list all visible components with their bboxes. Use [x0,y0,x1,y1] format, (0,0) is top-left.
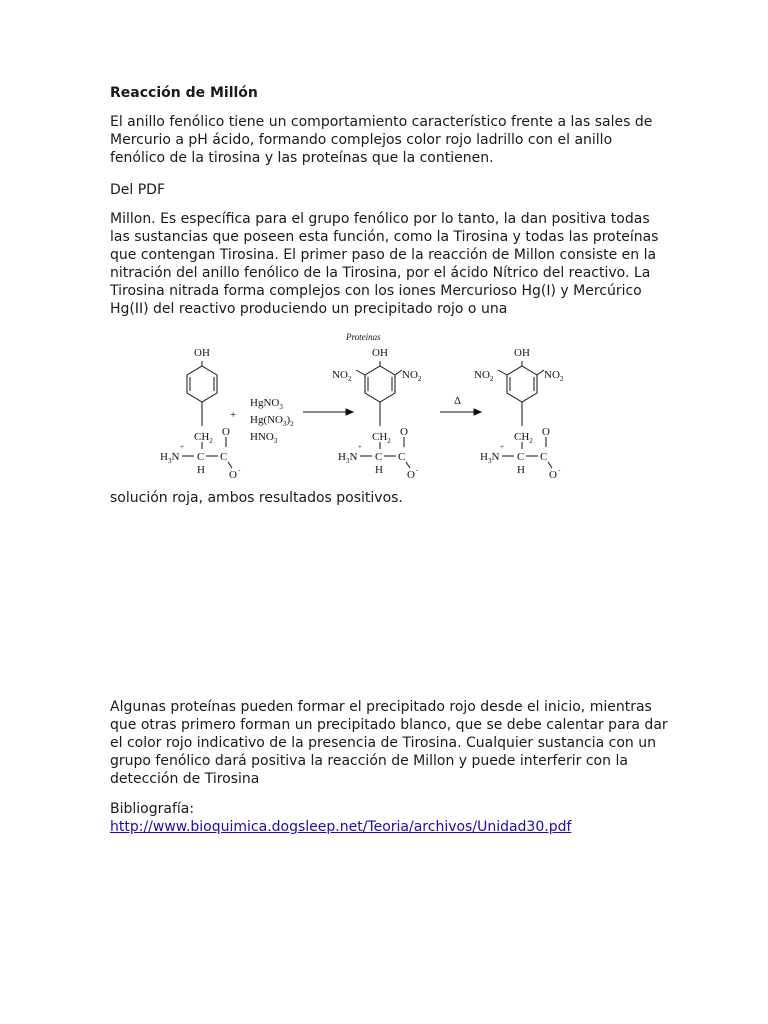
oh-label: OH [514,347,530,359]
oh-label: OH [372,347,388,359]
c-label: C [375,451,383,463]
ch2-label: $CH_2$ [514,431,533,445]
paragraph-source-note: Del PDF [110,182,166,198]
tyrosine-ring-1 [187,366,217,402]
reagent-hno3: $HNO_3$ [250,431,278,445]
no2-label: $NO_2$ [544,369,564,383]
ch2-label: $CH_2$ [372,431,391,445]
o-label: O [229,469,237,481]
oh-label: OH [194,347,210,359]
millon-reaction-scheme [150,328,570,488]
document-title: Reacción de Millón [110,85,258,101]
plus-charge: + [500,443,504,451]
plus-sign: + [230,409,237,421]
h3n-label: $H_3N$ [480,451,500,465]
o-label: O [542,426,550,438]
c-label: C [517,451,525,463]
reagent-hgno32: $Hg(NO_3)_2$ [250,414,294,428]
c-label: C [398,451,406,463]
minus-charge: - [416,466,419,474]
h-label: H [517,464,525,476]
o-label: O [400,426,408,438]
no2-label: $NO_2$ [332,369,352,383]
o-label: O [407,469,415,481]
bibliography-link[interactable]: http://www.bioquimica.dogsleep.net/Teoria/archivos/Unidad30.pdf [110,819,572,835]
reagent-hgno3: HgNO$_3$ [250,397,283,411]
h-label: H [375,464,383,476]
paragraph-proteins-note: Algunas proteínas pueden formar el precipitado rojo desde el inicio, mientras que otras primero forman un precipitado blanco, que se debe calentar para dar el color rojo indicativo de la presencia de Tirosina. Cualquier sustancia con un grupo fenólico dará positiva la reacción de Millon y puede interferir con la detección de Tirosina [110,699,668,787]
no2-label: $NO_2$ [402,369,422,383]
h3n-label: $H_3N$ [160,451,180,465]
minus-charge: - [558,466,561,474]
nitrotyrosine-ring-1 [365,366,395,402]
o-label: O [549,469,557,481]
bibliography-label: Bibliografía: [110,801,195,817]
delta-label: Δ [454,395,462,407]
paragraph-result: solución roja, ambos resultados positivos. [110,490,403,506]
h3n-label: $H_3N$ [338,451,358,465]
nitrotyrosine-ring-2 [507,366,537,402]
c-label: C [220,451,228,463]
plus-charge: + [180,443,184,451]
c-label: C [197,451,205,463]
minus-charge: - [238,466,241,474]
plus-charge: + [358,443,362,451]
proteinas-label: Proteinas [346,332,381,342]
no2-label: $NO_2$ [474,369,494,383]
c-label: C [540,451,548,463]
o-label: O [222,426,230,438]
h-label: H [197,464,205,476]
paragraph-intro: El anillo fenólico tiene un comportamiento característico frente a las sales de Mercurio a pH ácido, formando complejos color rojo ladrillo con el anillo fenólico de la tirosina y las proteínas que la contienen. [110,114,653,166]
ch2-label: $CH_2$ [194,431,213,445]
paragraph-millon-description: Millon. Es específica para el grupo fenólico por lo tanto, la dan positiva todas las sustancias que poseen esta función, como la Tirosina y todas las proteínas que contengan Tirosina. El primer paso de la reacción de Millon consiste en la nitración del anillo fenólico de la Tirosina, por el ácido Nítrico del reactivo. La Tirosina nitrada forma complejos con los iones Mercurioso Hg(I) y Mercúrico Hg(II) del reactivo produciendo un precipitado rojo o una [110,211,659,317]
